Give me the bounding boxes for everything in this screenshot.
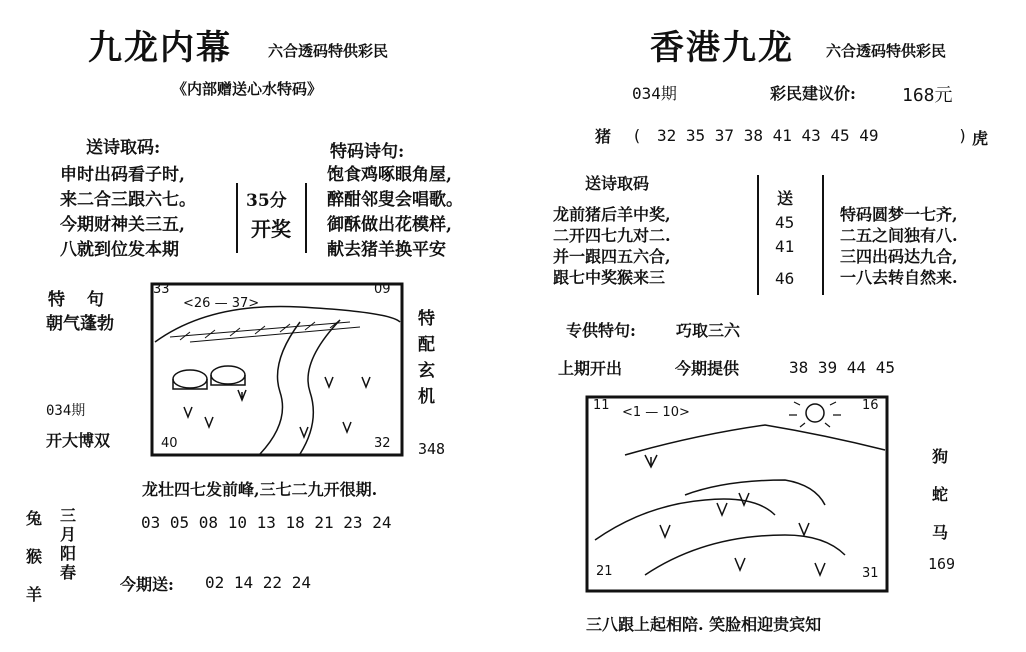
zodiac-monkey: 猴 xyxy=(26,547,43,566)
sketch-num-bl: 21 xyxy=(596,564,613,579)
divider xyxy=(822,175,824,295)
hut-icon xyxy=(173,370,207,388)
field-line xyxy=(595,499,775,540)
sprout-icon xyxy=(645,455,657,467)
right-subtitle: 六合透码特供彩民 xyxy=(826,42,947,60)
left-tema-line: 御酥做出花模样, xyxy=(327,215,452,235)
draw-label: 开奖 xyxy=(251,217,291,241)
sun-icon xyxy=(806,404,824,422)
hill-hatch xyxy=(170,322,360,342)
right-tema-line: 二五之间独有八. xyxy=(840,226,958,245)
left-poem-line: 八就到位发本期 xyxy=(60,240,179,260)
left-poem xyxy=(60,163,196,263)
right-zodiacs xyxy=(932,438,948,552)
send-label: 送 xyxy=(777,189,794,208)
right-verse: 三八跟上起相陪. 笑脸相迎贵宾知 xyxy=(586,615,822,634)
right-poem xyxy=(553,204,671,288)
sketch-range: <1 — 10> xyxy=(622,405,690,420)
right-special-label: 专供特句: xyxy=(566,321,636,340)
left-side-num: 348 xyxy=(418,440,446,458)
right-poem-line: 龙前猪后羊中奖, xyxy=(553,205,671,224)
zodiac-snake: 蛇 xyxy=(932,485,949,504)
right-issue: 034期 xyxy=(632,84,677,103)
divider xyxy=(757,175,759,295)
sprout-icon xyxy=(184,377,370,437)
hill-line xyxy=(625,425,885,455)
pig-close: ) xyxy=(958,126,968,145)
left-big-small: 开大博双 xyxy=(46,431,111,450)
right-title: 香港九龙 xyxy=(650,28,794,68)
left-today-label: 今期送: xyxy=(120,575,174,594)
zodiac-horse: 马 xyxy=(932,523,949,542)
send-number: 45 xyxy=(775,213,795,232)
field-line xyxy=(685,480,825,505)
left-tema-line: 献去猪羊换平安 xyxy=(327,240,446,260)
right-tema-poem xyxy=(840,204,958,288)
hill-line xyxy=(155,306,400,342)
river-left xyxy=(260,322,300,454)
divider xyxy=(305,183,307,253)
right-tema-line: 三四出码达九合, xyxy=(840,247,958,266)
hut-icon xyxy=(211,366,245,384)
left-zodiacs xyxy=(26,500,42,614)
right-tema-line: 特码圆梦一七齐, xyxy=(840,205,958,224)
left-subtitle: 六合透码特供彩民 xyxy=(268,42,389,60)
left-poem-line: 来二合三跟六七。 xyxy=(60,190,196,210)
zodiac-rabbit: 兔 xyxy=(26,509,43,528)
sprout-icon xyxy=(660,493,825,575)
sun-rays xyxy=(789,402,841,427)
price-value: 168元 xyxy=(902,85,953,106)
sketch-num-br: 31 xyxy=(862,566,879,581)
left-verse: 龙壮四七发前峰,三七二九开很期. xyxy=(142,480,378,499)
left-special-text: 朝气蓬勃 xyxy=(46,314,114,334)
right-special-text: 巧取三六 xyxy=(676,321,741,340)
left-tema-line: 饱食鸡啄眼角屋, xyxy=(327,165,452,185)
left-poem-line: 今期财神关三五, xyxy=(60,215,185,235)
left-month-label: 三月阳春 xyxy=(60,506,77,582)
right-tema-line: 一八去转自然来. xyxy=(840,268,958,287)
provide-numbers: 38 39 44 45 xyxy=(789,358,895,377)
left-gift-line: 《内部赠送心水特码》 xyxy=(172,80,323,98)
left-tema-heading: 特码诗句: xyxy=(330,142,405,162)
pig-numbers: 32 35 37 38 41 43 45 49 xyxy=(657,126,879,145)
left-poem-heading: 送诗取码: xyxy=(86,138,161,158)
left-numbers-row: 03 05 08 10 13 18 21 23 24 xyxy=(141,513,392,532)
left-tema-poem xyxy=(327,163,463,263)
zodiac-goat: 羊 xyxy=(26,585,43,604)
send-number: 46 xyxy=(775,269,795,288)
send-number: 41 xyxy=(775,237,795,256)
left-issue: 034期 xyxy=(46,403,86,419)
right-poem-line: 跟七中奖猴来三 xyxy=(553,268,666,287)
provide-label: 今期提供 xyxy=(675,359,740,378)
pig-label: 猪 xyxy=(595,127,612,146)
tiger-label: 虎 xyxy=(972,129,989,148)
sketch-num-br: 32 xyxy=(374,436,391,451)
left-side-label: 特配玄机 xyxy=(418,309,435,407)
sketch-num-tl: 11 xyxy=(593,398,610,413)
sketch-num-tr: 09 xyxy=(374,282,391,297)
sketch-num-tl: 33 xyxy=(153,282,170,297)
right-side-num: 169 xyxy=(928,555,956,573)
right-poem-line: 二开四七九对二. xyxy=(553,226,671,245)
right-poem-heading: 送诗取码 xyxy=(585,174,650,193)
left-today-numbers: 02 14 22 24 xyxy=(205,573,311,592)
left-tema-line: 醉酣邻叟会唱歌。 xyxy=(327,190,463,210)
right-poem-line: 并一跟四五六合, xyxy=(553,247,671,266)
right-sketch xyxy=(585,395,889,593)
hill-shading xyxy=(180,320,340,340)
last-label: 上期开出 xyxy=(558,359,623,378)
sketch-range: <26 — 37> xyxy=(183,296,260,311)
field-line xyxy=(645,535,845,575)
pig-open: ( xyxy=(632,126,642,145)
left-special-label: 特 句 xyxy=(48,290,112,310)
left-title: 九龙内幕 xyxy=(88,28,232,68)
price-label: 彩民建议价: xyxy=(770,84,856,103)
sketch-num-tr: 16 xyxy=(862,398,879,413)
draw-time: 35分 xyxy=(246,191,287,211)
zodiac-dog: 狗 xyxy=(932,447,949,466)
sketch-num-bl: 40 xyxy=(161,436,178,451)
left-poem-line: 申时出码看子时, xyxy=(60,165,185,185)
divider xyxy=(236,183,238,253)
